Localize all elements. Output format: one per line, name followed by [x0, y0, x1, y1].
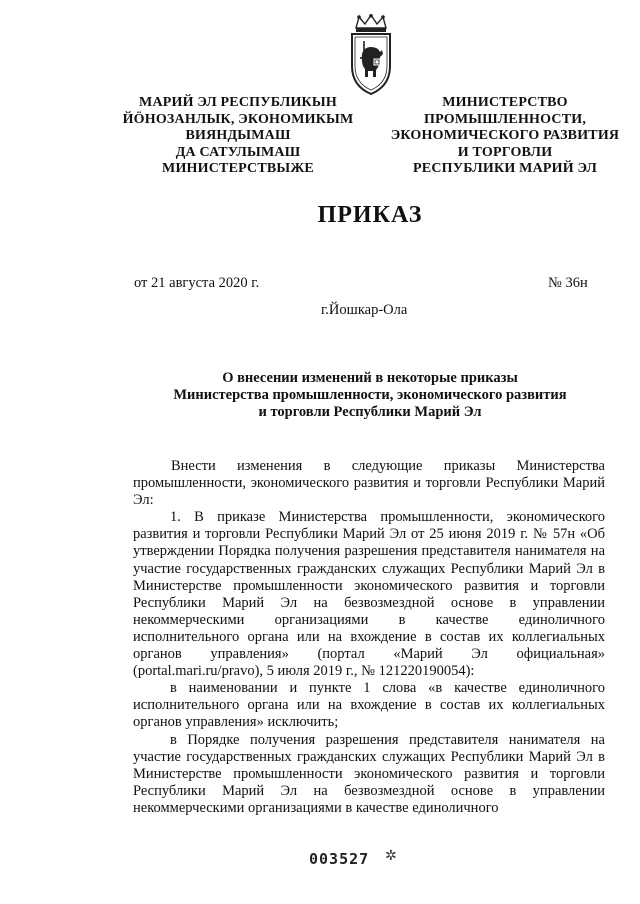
- header-left-line: МАРИЙ ЭЛ РЕСПУБЛИКЫН: [139, 95, 337, 110]
- document-city: г.Йошкар-Ола: [321, 302, 408, 318]
- document-number: № 36н: [548, 275, 588, 291]
- header-right-line: ЭКОНОМИЧЕСКОГО РАЗВИТИЯ: [390, 128, 620, 143]
- body-paragraph: в наименовании и пункте 1 слова «в качестве единоличного исполнительного органа или на вхождение в состав их коллегиальных органов управления» исключить;: [133, 680, 605, 731]
- subject-line: О внесении изменений в некоторые приказы: [222, 370, 518, 386]
- document-title: ПРИКАЗ: [317, 202, 423, 228]
- body-paragraph: 1. В приказе Министерства промышленности, экономического развития и торговли Республики Марий Эл от 25 июня 2019 г. № 57н «Об утверждении Порядка получения разрешения представителя нанимателя на участие государственных гражданских служащих Республики Марий Эл в Министерстве промышленности экономического развития и торговли Республики Марий Эл на безвозмездной основе в управлении некоммерческими организациями в качестве единоличного исполнительного органа или на вхождение в состав их коллегиальных органов управления» (портал «Марий Эл официальная» (portal.mari.ru/pravo), 5 июля 2019 г., № 121220190054):: [133, 509, 605, 680]
- document-date: от 21 августа 2020 г.: [134, 275, 260, 291]
- header-right-line: МИНИСТЕРСТВО: [442, 95, 568, 110]
- header-right-line: РЕСПУБЛИКИ МАРИЙ ЭЛ: [413, 161, 597, 176]
- header-right-line: И ТОРГОВЛИ: [457, 144, 553, 160]
- header-left-line: ВИЯНДЫМАШ: [185, 128, 291, 143]
- serial-mark-icon: ✲: [385, 849, 397, 864]
- header-left-line: МИНИСТЕРСТВЫЖЕ: [162, 161, 314, 176]
- body-paragraph: Внести изменения в следующие приказы Министерства промышленности, экономического развития и торговли Республики Марий Эл:: [133, 458, 605, 509]
- subject-line: и торговли Республики Марий Эл: [258, 404, 482, 420]
- body-paragraph: в Порядке получения разрешения представителя нанимателя на участие государственных гражданских служащих Республики Марий Эл в Министерстве промышленности экономического развития и торговли Республики Марий Эл на безвозмездной основе в управлении некоммерческими организациями в качестве единоличного: [133, 731, 605, 816]
- coat-of-arms-icon: [340, 14, 402, 96]
- header-russian-name: [370, 95, 640, 178]
- header-left-line: ЙӦНОЗАНЛЫК, ЭКОНОМИКЫМ: [122, 111, 354, 127]
- subject-line: Министерства промышленности, экономического развития: [173, 387, 567, 403]
- document-body: [133, 458, 605, 817]
- header-left-line: ДА САТУЛЫМАШ: [175, 144, 301, 160]
- document-subject: [120, 370, 620, 421]
- serial-number: 003527: [309, 850, 370, 868]
- header-right-line: ПРОМЫШЛЕННОСТИ,: [423, 111, 587, 127]
- header-mari-name: [118, 95, 358, 178]
